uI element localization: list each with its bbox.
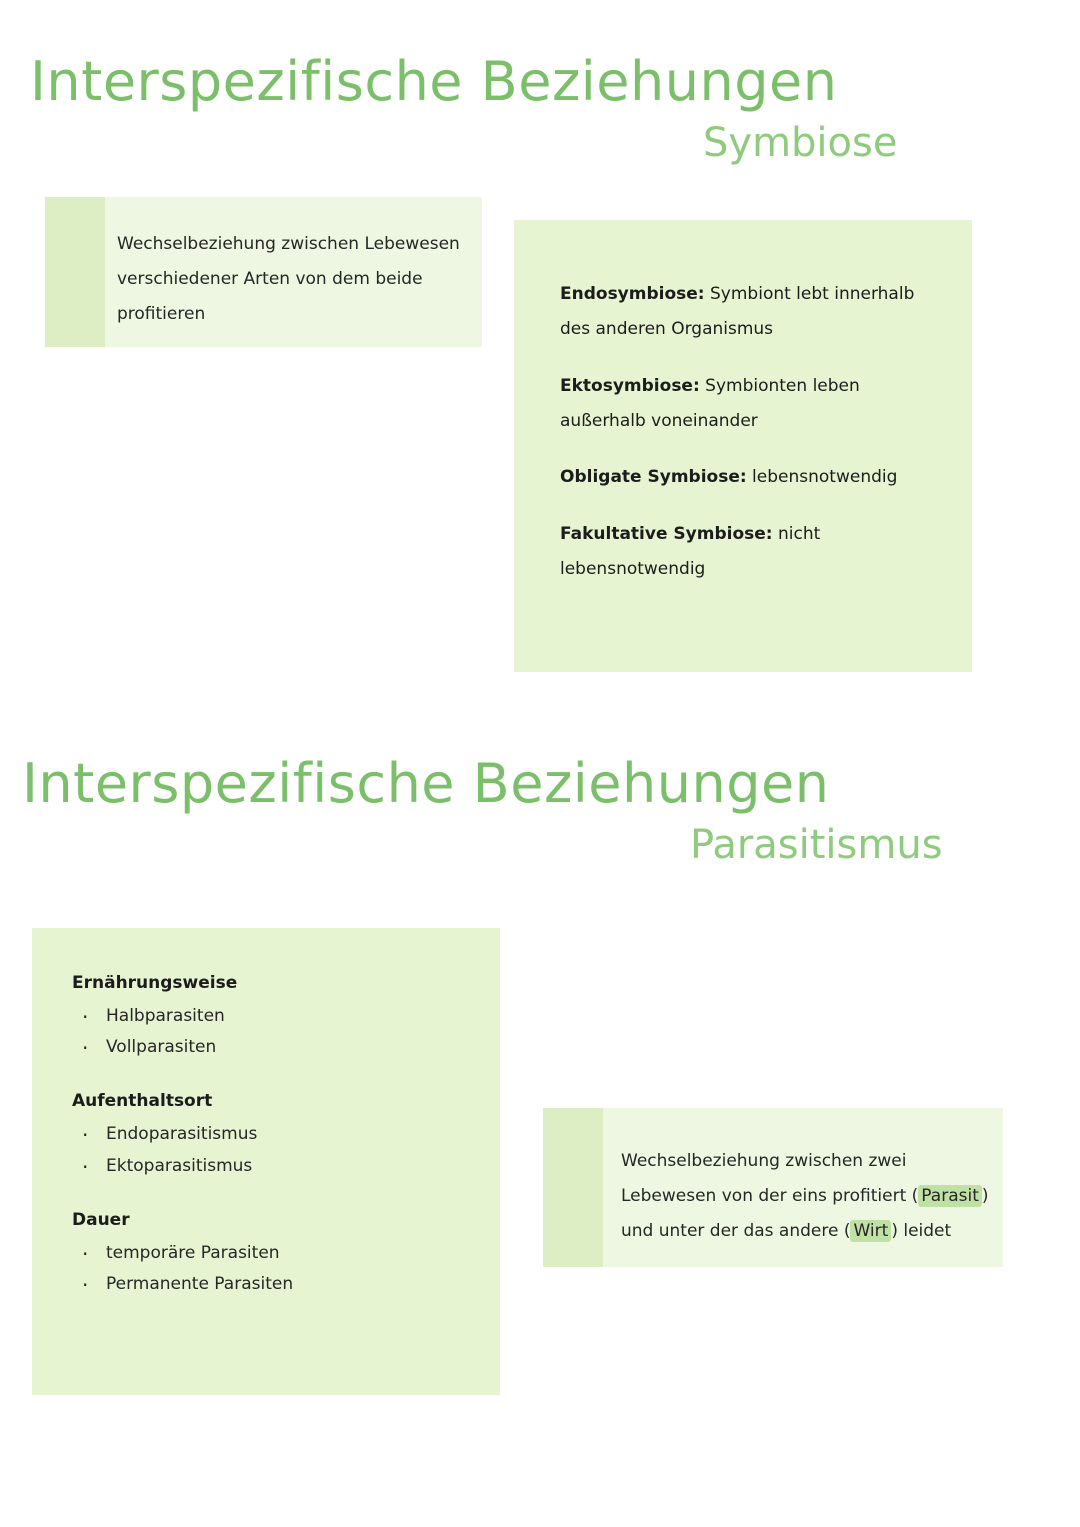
category-group xyxy=(72,1091,472,1179)
term-definition: Symbiont lebt innerhalb des anderen Organismus xyxy=(560,284,915,339)
category-heading: Aufenthaltsort xyxy=(72,1091,213,1112)
parasitismus-category-list xyxy=(72,973,472,1302)
category-items xyxy=(72,1003,472,1061)
definition-part-1: Wechselbeziehung zwischen zwei Lebewesen von der eins profitiert ( xyxy=(621,1151,919,1206)
definition-part-3: ) leidet xyxy=(891,1220,952,1241)
list-item: · temporäre Parasiten xyxy=(72,1240,472,1267)
section1-subtitle: Symbiose xyxy=(703,120,898,166)
term-definition: nicht lebensnotwendig xyxy=(560,524,821,580)
term-definition: Symbionten leben außerhalb voneinander xyxy=(560,375,860,431)
list-item xyxy=(560,517,938,587)
highlight-parasit: Parasit xyxy=(918,1185,982,1207)
parasitismus-categories-box xyxy=(32,928,500,1395)
list-item: · Permanente Parasiten xyxy=(72,1271,472,1298)
category-group xyxy=(72,973,472,1061)
term-label: Ektosymbiose: xyxy=(560,375,700,396)
list-item: · Halbparasiten xyxy=(72,1003,472,1030)
list-item xyxy=(560,369,938,439)
category-items xyxy=(72,1240,472,1298)
category-heading: Dauer xyxy=(72,1209,130,1230)
parasitismus-definition-text xyxy=(621,1144,993,1249)
symbiose-definition-box xyxy=(45,197,482,347)
term-label: Fakultative Symbiose: xyxy=(560,524,773,545)
category-group xyxy=(72,1210,472,1298)
list-item: · Vollparasiten xyxy=(72,1034,472,1061)
category-items xyxy=(72,1121,472,1179)
section1-title: Interspezifische Beziehungen xyxy=(30,50,838,113)
list-item: · Endoparasitismus xyxy=(72,1121,472,1148)
term-label: Endosymbiose: xyxy=(560,284,705,304)
term-label: Obligate Symbiose: xyxy=(560,467,747,488)
definition-part-2: ) und unter der das andere ( xyxy=(621,1185,989,1241)
list-item xyxy=(560,277,938,347)
symbiose-types-box xyxy=(514,220,972,672)
list-item: · Ektoparasitismus xyxy=(72,1153,472,1180)
section2-subtitle: Parasitismus xyxy=(690,822,943,868)
parasitismus-definition-box xyxy=(543,1108,1003,1267)
section2-title: Interspezifische Beziehungen xyxy=(22,752,830,815)
term-definition: lebensnotwendig xyxy=(746,467,898,488)
list-item xyxy=(560,460,938,495)
highlight-wirt: Wirt xyxy=(850,1220,891,1242)
symbiose-definition-text: Wechselbeziehung zwischen Lebewesen verschiedener Arten von dem beide profitieren xyxy=(117,234,460,324)
symbiose-term-list xyxy=(560,277,938,587)
category-heading: Ernährungsweise xyxy=(72,973,238,993)
